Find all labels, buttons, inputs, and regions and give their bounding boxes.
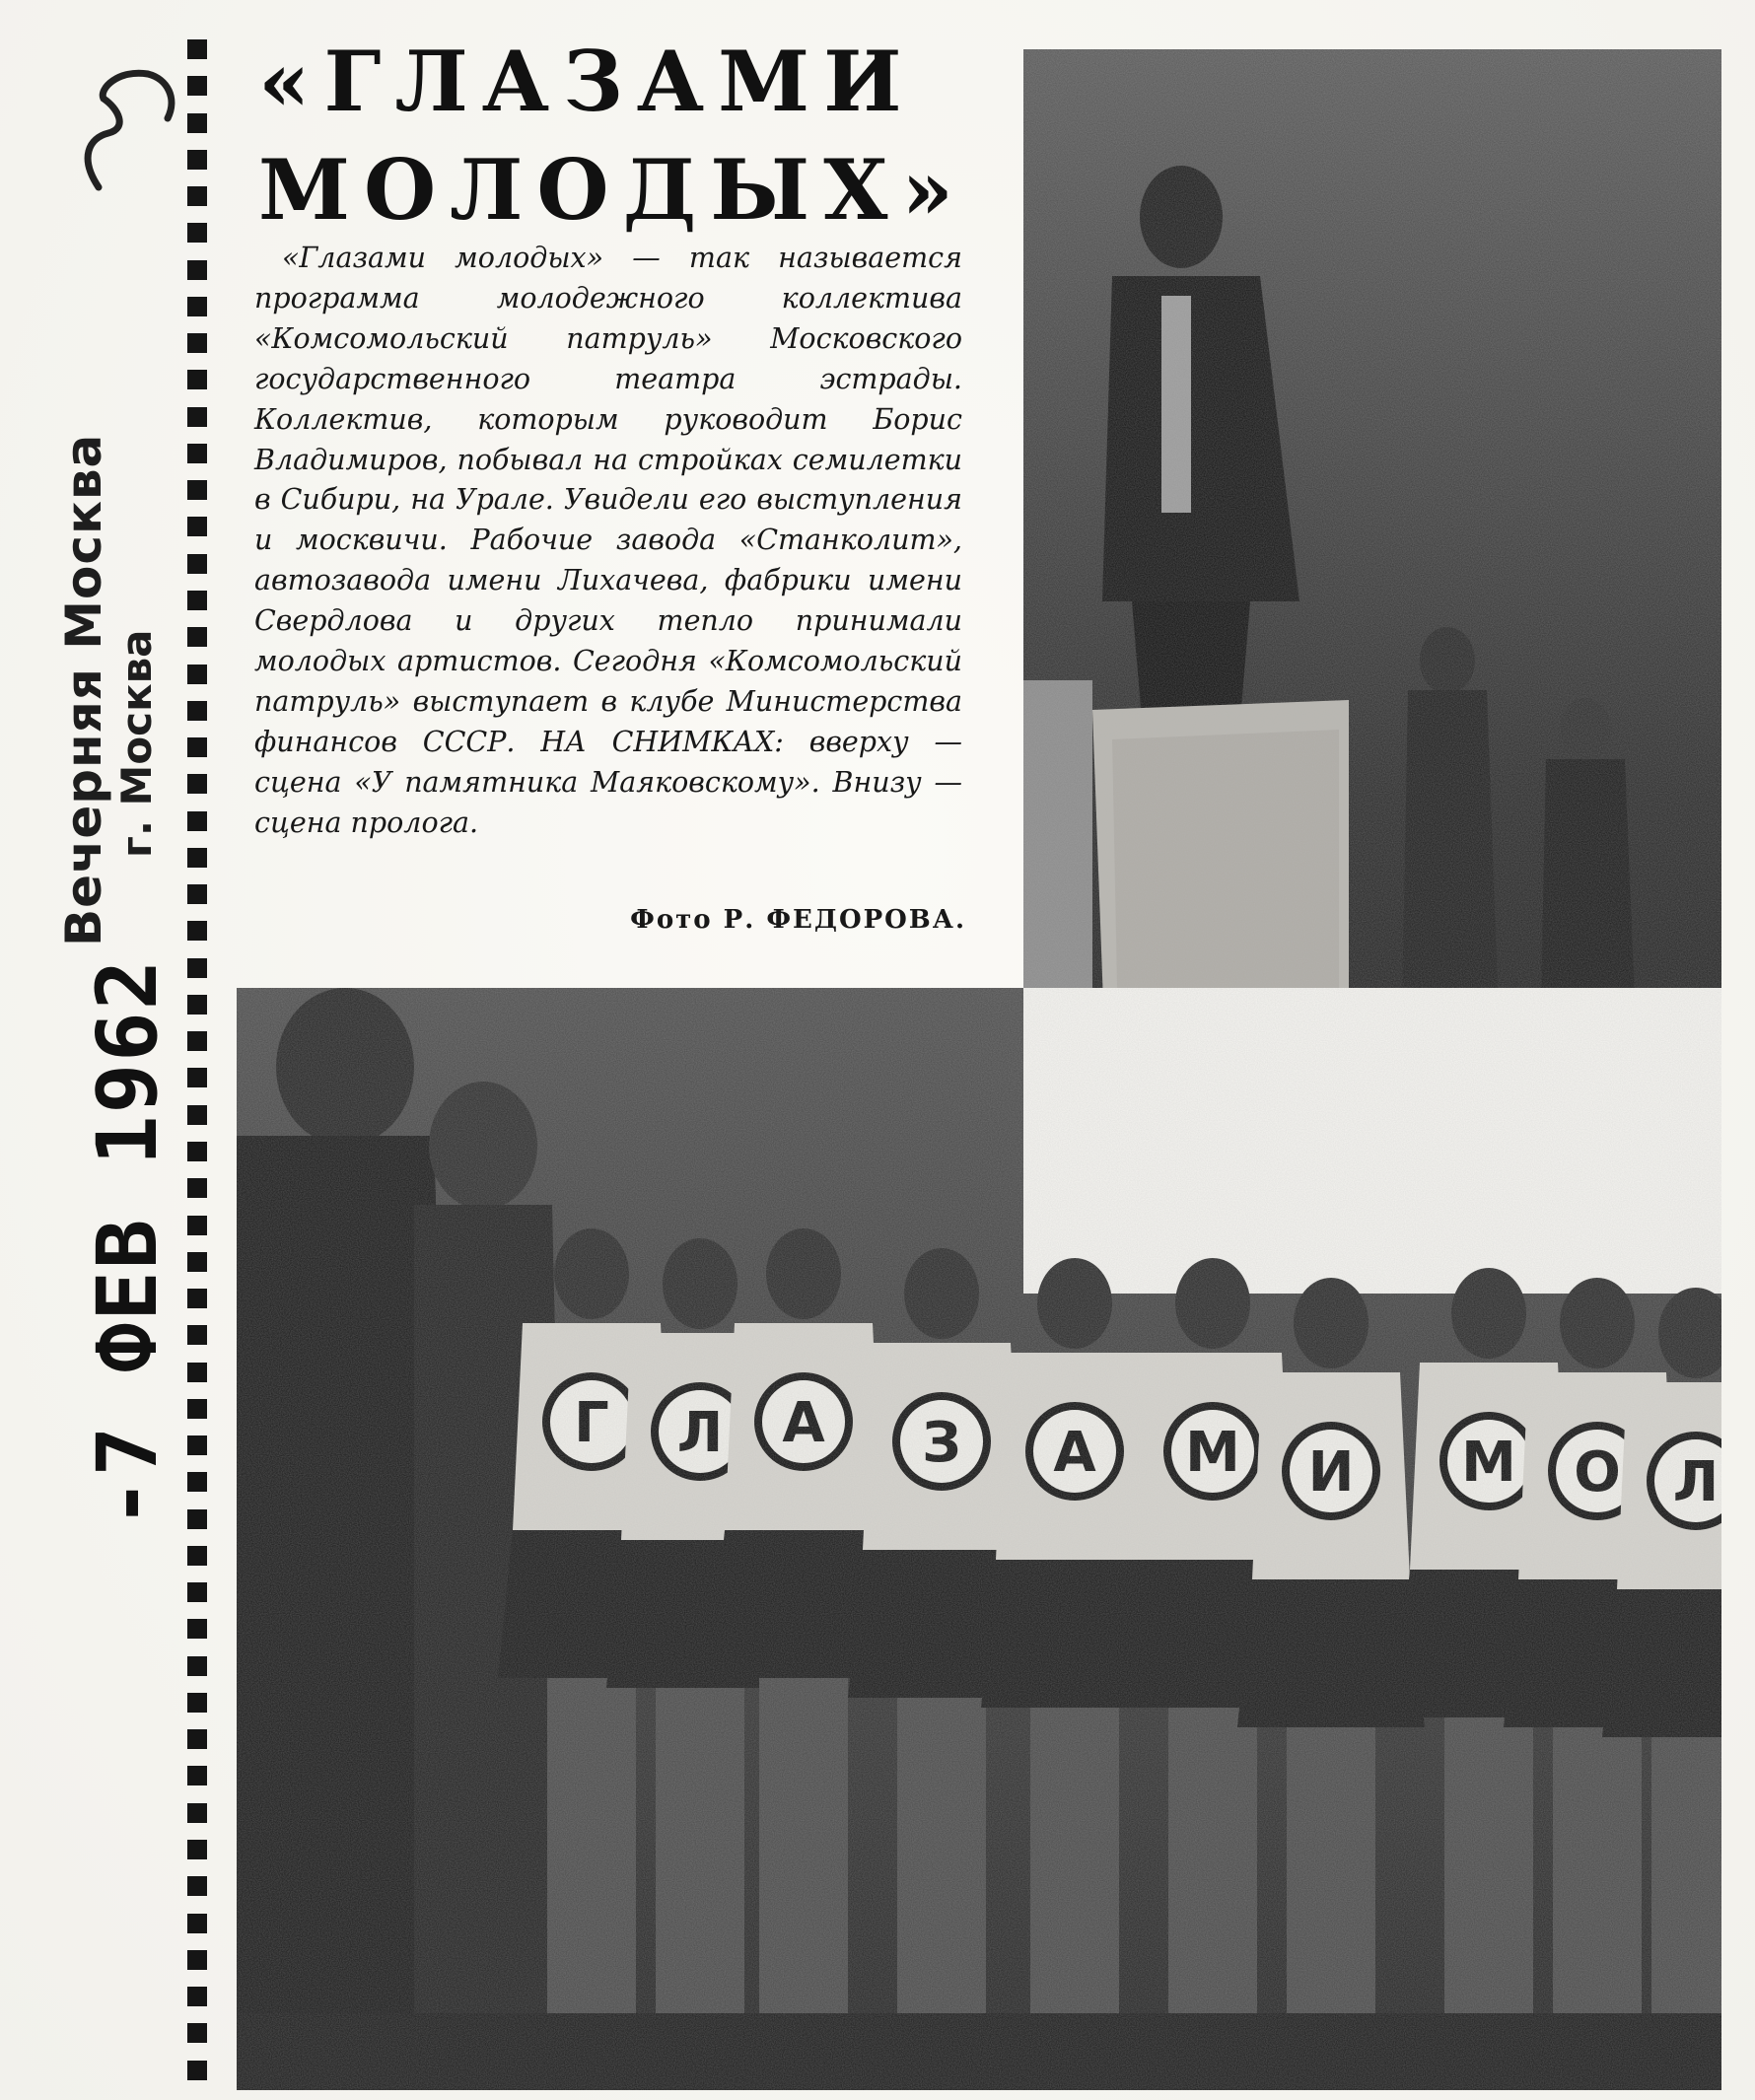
perforation-hole bbox=[187, 407, 207, 427]
perforation-hole bbox=[187, 1399, 207, 1419]
perforation-hole bbox=[187, 1987, 207, 2006]
perforation-hole bbox=[187, 1582, 207, 1602]
perforation-hole bbox=[187, 1914, 207, 1933]
perforation-hole bbox=[187, 1950, 207, 1970]
perforation-hole bbox=[187, 2061, 207, 2080]
perforation-hole bbox=[187, 554, 207, 574]
perforation-hole bbox=[187, 1693, 207, 1713]
perforation-hole bbox=[187, 1435, 207, 1455]
perforation-hole bbox=[187, 591, 207, 610]
perforation-hole bbox=[187, 297, 207, 316]
perforation-hole bbox=[187, 370, 207, 389]
perforation-hole bbox=[187, 884, 207, 904]
perforation-hole bbox=[187, 848, 207, 868]
perforation-hole bbox=[187, 2023, 207, 2043]
perforation-hole bbox=[187, 995, 207, 1015]
perforation-hole bbox=[187, 223, 207, 243]
perforation-hole bbox=[187, 1766, 207, 1785]
perforation-hole bbox=[187, 1325, 207, 1345]
perforation-hole bbox=[187, 260, 207, 280]
perforation-hole bbox=[187, 333, 207, 353]
perforation-hole bbox=[187, 1142, 207, 1161]
perforation-hole bbox=[187, 665, 207, 684]
perforation-hole bbox=[187, 1546, 207, 1566]
perforation-hole bbox=[187, 1803, 207, 1823]
headline-line-2: МОЛОДЫХ» bbox=[258, 141, 967, 239]
perforation-hole bbox=[187, 1619, 207, 1639]
headline bbox=[258, 28, 1008, 245]
perforation-strip bbox=[187, 39, 211, 2080]
source-stamp-newspaper: Вечерняя Москва bbox=[55, 433, 112, 946]
perforation-hole bbox=[187, 774, 207, 794]
perforation-hole bbox=[187, 444, 207, 463]
perforation-hole bbox=[187, 1840, 207, 1859]
perforation-hole bbox=[187, 1876, 207, 1896]
perforation-hole bbox=[187, 1363, 207, 1382]
perforation-hole bbox=[187, 701, 207, 721]
perforation-hole bbox=[187, 1105, 207, 1125]
perforation-hole bbox=[187, 811, 207, 831]
perforation-hole bbox=[187, 1289, 207, 1308]
source-stamp-city: г. Москва bbox=[112, 629, 161, 858]
perforation-hole bbox=[187, 517, 207, 536]
perforation-hole bbox=[187, 480, 207, 500]
headline-line-1: «ГЛАЗАМИ bbox=[258, 33, 916, 130]
perforation-hole bbox=[187, 1729, 207, 1749]
date-stamp-text: -7 ФЕВ 1962 bbox=[79, 957, 176, 1528]
perforation-hole bbox=[187, 1031, 207, 1051]
pencil-mark bbox=[59, 39, 197, 197]
perforation-hole bbox=[187, 1656, 207, 1676]
photo-prologue-scene bbox=[237, 988, 1721, 2090]
date-stamp bbox=[69, 957, 187, 1528]
perforation-hole bbox=[187, 1509, 207, 1529]
perforation-hole bbox=[187, 1252, 207, 1272]
article-body: «Глазами молодых» — так называется программа молодежного коллектива «Комсомольский патруль» Московского государственного театра эстрады. Коллектив, которым руководит Борис Владимиров, побывал на стройках семилетки в Сибири, на Урале. Увидели его выступления и москвичи. Рабочие завода «Станколит», автозавода имени Лихачева, фабрики имени Свердлова и других тепло принимали молодых артистов. Сегодня «Комсомольский патруль» выступает в клубе Министерства финансов СССР. НА СНИМКАХ: вверху — сцена «У памятника Маяковскому». Внизу — сцена пролога. bbox=[254, 242, 962, 839]
perforation-hole bbox=[187, 921, 207, 941]
perforation-hole bbox=[187, 1472, 207, 1492]
source-stamp bbox=[49, 433, 161, 946]
perforation-hole bbox=[187, 1216, 207, 1235]
perforation-hole bbox=[187, 1068, 207, 1087]
perforation-hole bbox=[187, 737, 207, 757]
perforation-hole bbox=[187, 958, 207, 978]
photo-credit: Фото Р. ФЕДОРОВА. bbox=[630, 905, 966, 935]
perforation-hole bbox=[187, 1178, 207, 1198]
perforation-hole bbox=[187, 627, 207, 647]
